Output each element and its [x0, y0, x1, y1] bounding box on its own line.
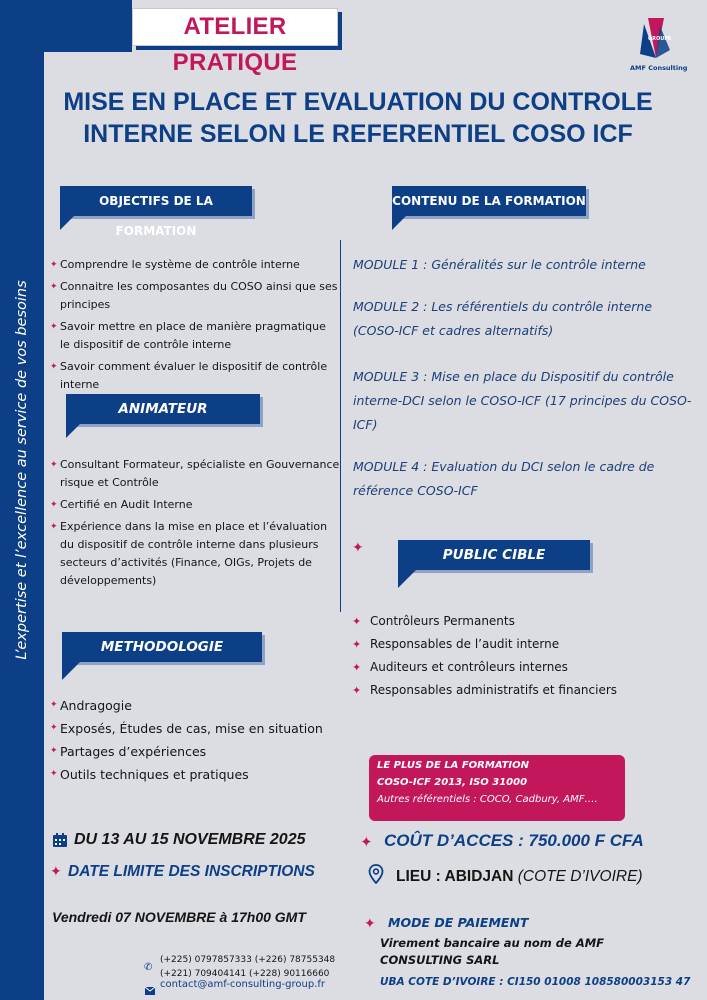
header-corner-block — [44, 0, 132, 52]
objectifs-heading: OBJECTIFS DE LA FORMATION — [60, 186, 252, 216]
cout: COÛT D’ACCES : 750.000 F CFA — [384, 831, 644, 850]
phone-2: (+221) 709404141 (+228) 90116660 — [160, 969, 330, 979]
plus-box — [369, 755, 625, 821]
lieu — [396, 868, 643, 886]
title-line-1: MISE EN PLACE ET EVALUATION DU CONTROLE — [63, 88, 653, 116]
module-3: MODULE 3 : Mise en place du Dispositif du contrôle interne-DCI selon le COSO-ICF (17 principes du COSO-ICF) — [353, 369, 692, 432]
atelier-badge: ATELIER PRATIQUE — [132, 8, 338, 46]
paiement-line-1: Virement bancaire au nom de AMF — [380, 936, 605, 950]
sparkle-icon: ✦ — [50, 864, 62, 880]
public-heading: PUBLIC CIBLE — [398, 540, 590, 570]
logo-top: GROUPE — [648, 36, 672, 42]
phone-icon: ✆ — [144, 962, 153, 973]
objectifs-heading-tail — [60, 216, 74, 230]
list-item: ✦ Responsables administratifs et financiers — [352, 683, 618, 697]
sidebar-tagline: L’expertise et l’excellence au service de vos besoins — [14, 280, 30, 660]
email-icon — [145, 980, 155, 988]
list-item: ✦ Expérience dans la mise en place et l’évaluation du dispositif de contrôle interne dans plusieurs secteurs d’activités (Finance, OIGs, Projets de développements) — [50, 520, 328, 587]
list-item: ✦ Partages d’expériences — [50, 744, 207, 759]
lieu-country: (COTE D’IVOIRE) — [517, 868, 643, 885]
list-item: ✦ Connaitre les composantes du COSO ainsi que ses principes — [50, 280, 338, 311]
company-logo — [626, 14, 688, 78]
list-item: ✦ Comprendre le système de contrôle interne — [50, 258, 300, 271]
contenu-heading-tail — [392, 216, 406, 230]
list-item: ✦ Savoir comment évaluer le dispositif de contrôle interne — [50, 360, 328, 391]
methodologie-heading-tail — [62, 662, 80, 680]
public-heading-tail — [398, 570, 416, 588]
plus-title: LE PLUS DE LA FORMATION — [377, 760, 530, 771]
public-list — [352, 610, 682, 702]
animateur-heading: ANIMATEUR — [66, 394, 260, 424]
page-title — [48, 86, 668, 150]
module-1: MODULE 1 : Généralités sur le contrôle interne — [353, 257, 646, 272]
plus-line-1: COSO-ICF 2013, ISO 31000 — [377, 777, 528, 788]
list-item: ✦ Certifié en Audit Interne — [50, 498, 193, 511]
list-item: ✦ Exposés, Études de cas, mise en situation — [50, 721, 323, 736]
methodologie-heading: METHODOLOGIE — [62, 632, 262, 662]
contact-email[interactable]: contact@amf-consulting-group.fr — [160, 979, 325, 990]
paiement-line-2: CONSULTING SARL — [380, 953, 500, 967]
phone-1: (+225) 0797857333 (+226) 78755348 — [160, 955, 336, 965]
module-4: MODULE 4 : Evaluation du DCI selon le cadre de référence COSO-ICF — [353, 459, 655, 498]
sparkle-icon: ✦ — [352, 540, 364, 556]
list-item: ✦ Contrôleurs Permanents — [352, 614, 515, 628]
deadline-label: DATE LIMITE DES INSCRIPTIONS — [68, 863, 315, 880]
sparkle-icon: ✦ — [364, 916, 376, 932]
animateur-list — [50, 456, 340, 594]
paiement-title: MODE DE PAIEMENT — [388, 915, 529, 930]
list-item: ✦ Savoir mettre en place de manière pragmatique le dispositif de contrôle interne — [50, 320, 326, 351]
lieu-label: LIEU : ABIDJAN — [396, 868, 514, 885]
contenu-heading: CONTENU DE LA FORMATION — [392, 186, 586, 216]
list-item: ✦ Andragogie — [50, 698, 132, 713]
objectifs-list — [50, 256, 338, 398]
list-item: ✦ Outils techniques et pratiques — [50, 767, 249, 782]
module-2: MODULE 2 : Les référentiels du contrôle interne (COSO-ICF et cadres alternatifs) — [353, 299, 653, 338]
location-pin-icon — [368, 864, 384, 884]
column-divider — [340, 240, 341, 612]
calendar-icon — [52, 832, 68, 848]
list-item: ✦ Auditeurs et contrôleurs internes — [352, 660, 568, 674]
title-line-2: INTERNE SELON LE REFERENTIEL COSO ICF — [83, 120, 633, 148]
methodologie-list — [50, 694, 340, 786]
dates: DU 13 AU 15 NOVEMBRE 2025 — [74, 831, 306, 848]
paiement-line-3: UBA COTE D’IVOIRE : CI150 01008 108580003153 47 — [380, 976, 691, 988]
logo-bottom: AMF Consulting — [630, 64, 688, 72]
list-item: ✦ Responsables de l’audit interne — [352, 637, 560, 651]
list-item: ✦ Consultant Formateur, spécialiste en Gouvernance risque et Contrôle — [50, 458, 340, 489]
animateur-heading-tail — [66, 424, 80, 438]
deadline-value: Vendredi 07 NOVEMBRE à 17h00 GMT — [52, 909, 306, 925]
plus-line-2: Autres référentiels : COCO, Cadbury, AMF…. — [377, 794, 598, 805]
sparkle-icon: ✦ — [360, 833, 373, 851]
